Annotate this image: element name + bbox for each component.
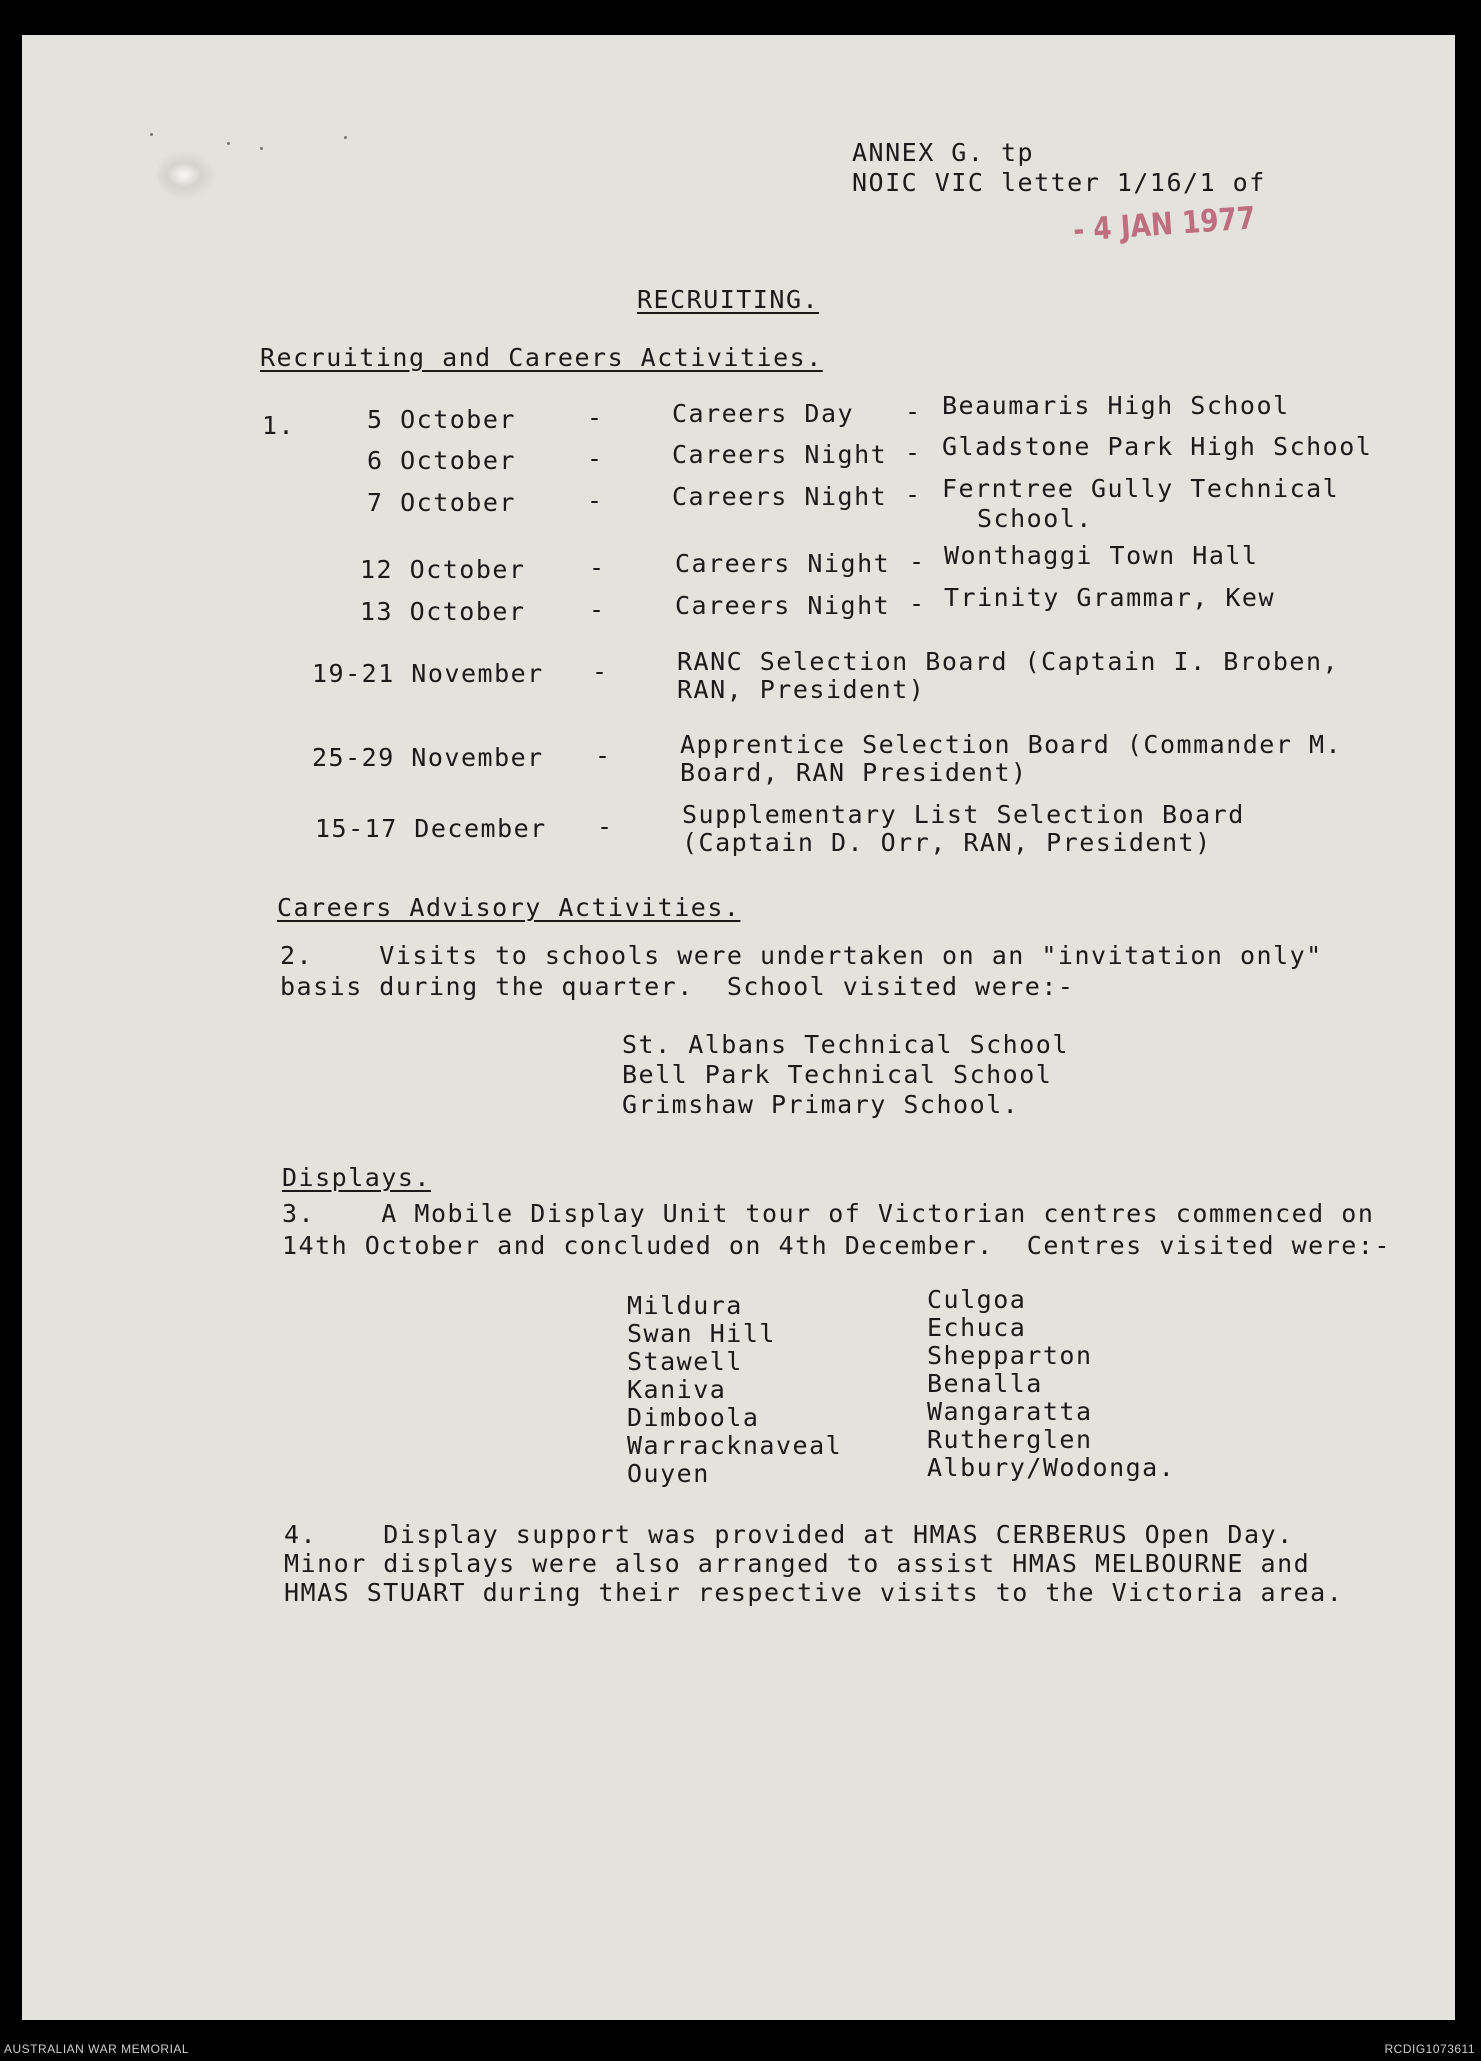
footer-source: AUSTRALIAN WAR MEMORIAL	[4, 2042, 190, 2056]
dash: -	[595, 741, 612, 770]
paragraph-2-line-1: 2. Visits to schools were undertaken on an "invitation only"	[280, 941, 1323, 970]
activity-date: 6 October	[367, 446, 516, 475]
activity-event: Careers Night	[672, 482, 888, 511]
centre-name: Dimboola	[627, 1403, 760, 1432]
section-heading-displays: Displays.	[282, 1163, 431, 1192]
dash: -	[587, 403, 604, 432]
para-number-1: 1.	[262, 411, 296, 440]
section-heading-careers-advisory: Careers Advisory Activities.	[277, 893, 741, 922]
centre-name: Mildura	[627, 1291, 743, 1320]
centre-name: Culgoa	[927, 1285, 1027, 1314]
activity-event: Careers Night	[672, 440, 888, 469]
paragraph-4-line-3: HMAS STUART during their respective visits to the Victoria area.	[284, 1578, 1344, 1607]
speck	[344, 136, 347, 139]
activity-place: Wonthaggi Town Hall	[944, 541, 1259, 570]
dash: -	[909, 589, 926, 618]
paragraph-3-line-1: 3. A Mobile Display Unit tour of Victorian centres commenced on	[282, 1199, 1375, 1228]
dash: -	[905, 438, 922, 467]
centre-name: Swan Hill	[627, 1319, 776, 1348]
dash: -	[587, 444, 604, 473]
speck	[260, 147, 263, 150]
staple-hole	[157, 150, 217, 200]
centre-name: Rutherglen	[927, 1425, 1093, 1454]
centre-name: Stawell	[627, 1347, 743, 1376]
dash: -	[905, 397, 922, 426]
dash: -	[597, 812, 614, 841]
activity-date: 5 October	[367, 405, 516, 434]
centre-name: Echuca	[927, 1313, 1027, 1342]
page-title: RECRUITING.	[637, 285, 820, 314]
paragraph-4-line-1: 4. Display support was provided at HMAS CERBERUS Open Day.	[284, 1520, 1294, 1549]
board-description: Supplementary List Selection Board	[682, 800, 1245, 829]
board-dates: 15-17 December	[315, 814, 547, 843]
activity-event: Careers Night	[675, 549, 891, 578]
school-name: Bell Park Technical School	[622, 1060, 1053, 1089]
activity-date: 7 October	[367, 488, 516, 517]
centre-name: Warracknaveal	[627, 1431, 843, 1460]
dash: -	[905, 480, 922, 509]
dash: -	[587, 486, 604, 515]
dash: -	[589, 553, 606, 582]
activity-place: Ferntree Gully Technical	[942, 474, 1340, 503]
activity-place: Beaumaris High School	[942, 391, 1290, 420]
activity-place-continued: School.	[977, 504, 1093, 533]
dash: -	[592, 657, 609, 686]
board-description-continued: (Captain D. Orr, RAN, President)	[682, 828, 1212, 857]
speck	[150, 133, 153, 136]
board-description: RANC Selection Board (Captain I. Broben,	[677, 647, 1340, 676]
letter-reference: NOIC VIC letter 1/16/1 of	[852, 168, 1266, 197]
school-name: Grimshaw Primary School.	[622, 1090, 1020, 1119]
board-dates: 19-21 November	[312, 659, 544, 688]
dash: -	[589, 595, 606, 624]
centre-name: Shepparton	[927, 1341, 1093, 1370]
paragraph-3-line-2: 14th October and concluded on 4th December. Centres visited were:-	[282, 1231, 1391, 1260]
document-page	[22, 35, 1455, 2020]
board-description-continued: RAN, President)	[677, 675, 926, 704]
school-name: St. Albans Technical School	[622, 1030, 1069, 1059]
activity-event: Careers Night	[675, 591, 891, 620]
paragraph-4-line-2: Minor displays were also arranged to assist HMAS MELBOURNE and	[284, 1549, 1311, 1578]
speck	[227, 142, 230, 145]
activity-event: Careers Day	[672, 399, 855, 428]
footer-id: RCDIG1073611	[1384, 2042, 1475, 2056]
dash: -	[909, 547, 926, 576]
date-stamp: - 4 JAN 1977	[1072, 200, 1257, 249]
board-dates: 25-29 November	[312, 743, 544, 772]
centre-name: Benalla	[927, 1369, 1043, 1398]
activity-date: 13 October	[360, 597, 526, 626]
board-description-continued: Board, RAN President)	[680, 758, 1028, 787]
centre-name: Albury/Wodonga.	[927, 1453, 1176, 1482]
activity-date: 12 October	[360, 555, 526, 584]
activity-place: Gladstone Park High School	[942, 432, 1373, 461]
centre-name: Ouyen	[627, 1459, 710, 1488]
activity-place: Trinity Grammar, Kew	[944, 583, 1276, 612]
centre-name: Wangaratta	[927, 1397, 1093, 1426]
centre-name: Kaniva	[627, 1375, 727, 1404]
paragraph-2-line-2: basis during the quarter. School visited were:-	[280, 972, 1075, 1001]
section-heading-recruiting: Recruiting and Careers Activities.	[260, 343, 823, 372]
annex-label: ANNEX G. tp	[852, 138, 1035, 167]
board-description: Apprentice Selection Board (Commander M.	[680, 730, 1343, 759]
